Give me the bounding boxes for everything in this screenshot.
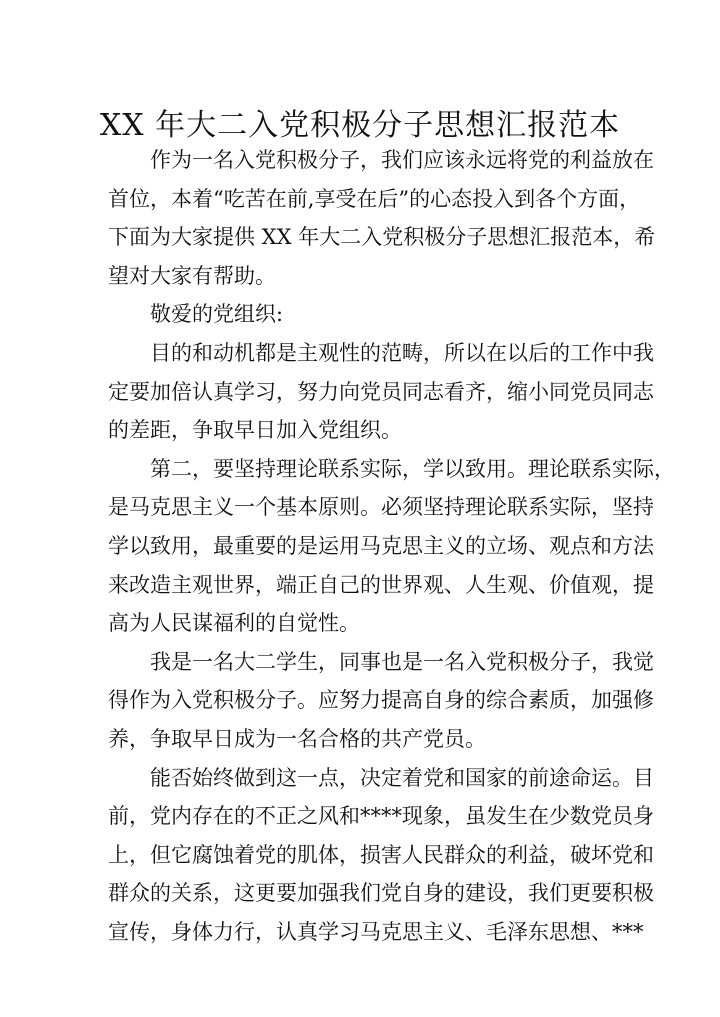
text-line: 高为人民谋福利的自觉性。	[108, 611, 360, 636]
text-line: 宣传，身体力行，认真学习马克思主义、毛泽东思想、***	[108, 919, 644, 944]
text-line: 得作为入党积极分子。应努力提高自身的综合素质，加强修	[108, 688, 654, 713]
text-line: 能否始终做到这一点，决定着党和国家的前途命运。目	[150, 765, 654, 790]
text-line: 学以致用，最重要的是运用马克思主义的立场、观点和方法	[108, 533, 654, 558]
text-line: 的差距，争取早日加入党组织。	[108, 418, 402, 443]
text-line: 定要加倍认真学习，努力向党员同志看齐，缩小同党员同志	[108, 379, 654, 404]
paragraph-party-building	[108, 759, 654, 952]
text-line: 目的和动机都是主观性的范畴，所以在以后的工作中我	[150, 340, 654, 365]
text-line: 作为一名入党积极分子，我们应该永远将党的利益放在	[150, 148, 654, 172]
paragraph-salutation	[108, 295, 612, 334]
paragraph-theory-practice	[108, 450, 675, 643]
text-line: 敬爱的党组织:	[150, 302, 284, 327]
text-line: 群众的关系，这更要加强我们党自身的建设，我们更要积极	[108, 881, 654, 906]
text-line: 是马克思主义一个基本原则。必须坚持理论联系实际，坚持	[108, 495, 654, 520]
text-line: 前，党内存在的不正之风和****现象，虽发生在少数党员身	[108, 804, 654, 829]
text-line: 上，但它腐蚀着党的肌体，损害人民群众的利益，破坏党和	[108, 842, 654, 867]
document-body	[108, 141, 675, 951]
text-line: 首位，本着“吃苦在前,享受在后”的心态投入到各个方面，	[108, 186, 641, 211]
text-line: 望对大家有帮助。	[108, 263, 276, 288]
paragraph-motivation	[108, 334, 654, 450]
text-line: 下面为大家提供 XX 年大二入党积极分子思想汇报范本，希	[108, 225, 656, 250]
paragraph-intro	[108, 141, 656, 295]
text-line: 来改造主观世界，端正自己的世界观、人生观、价值观，提	[108, 572, 654, 597]
paragraph-self-intro	[108, 643, 654, 759]
text-line: 第二，要坚持理论联系实际，学以致用。理论联系实际，	[150, 456, 675, 481]
text-line: 养，争取早日成为一名合格的共产党员。	[108, 726, 486, 751]
text-line: 我是一名大二学生，同事也是一名入党积极分子，我觉	[150, 649, 654, 674]
document-title: XX 年大二入党积极分子思想汇报范本	[99, 108, 621, 144]
